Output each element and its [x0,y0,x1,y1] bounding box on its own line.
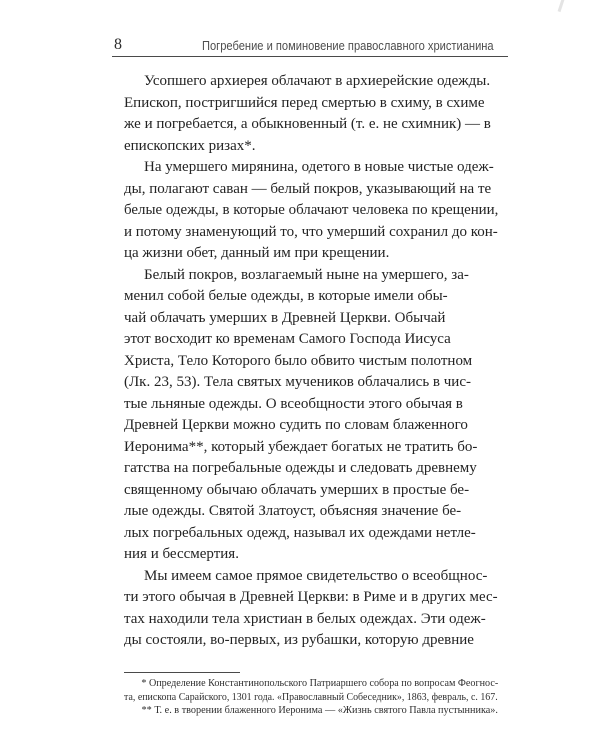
paragraph [124,566,498,652]
footnotes [124,677,498,718]
running-head: Погребение и поминовение православного христианина [202,39,494,53]
body-line: же и погребается, а обыкновенный (т. е. не схимник) — в [124,116,491,132]
page-number: 8 [114,36,123,53]
body-line: Усопшего архиерея облачают в архиерейские одежды. [144,73,491,89]
paragraph [124,71,498,157]
body-line: На умершего мирянина, одетого в новые чистые одеж- [144,159,494,175]
body-line: лых погребальных одежд, называл их одеждами нетле- [124,524,476,541]
body-line: Белый покров, возлагаемый ныне на умершего, за- [144,266,469,283]
body-line: этот восходит ко временам Самого Господа Иисуса [124,331,451,347]
body-line: тах находили тела христиан в белых одеждах. Эти одеж- [124,610,486,627]
body-line: и потому знаменующий то, что умерший сохранил до кон- [124,223,498,240]
body-line: Христа, Тело Которого было обвито чистым полотном [124,352,473,369]
body-text [124,71,498,652]
body-line: лые одежды. Святой Златоуст, объясняя значение бе- [124,503,462,519]
header-rule [112,56,508,57]
body-line: (Лк. 23, 53). Тела святых мучеников облачались в чис- [124,374,471,390]
body-line: ти этого обычая в Древней Церкви: в Риме и в других мес- [124,589,498,605]
body-line: ды состояли, во-первых, из рубашки, которую древние [124,632,474,648]
body-line: гатства на погребальные одежды и следовать древнему [124,460,477,476]
body-line: ды, полагают саван — белый покров, указывающий на те [124,180,492,197]
paragraph [124,704,498,718]
body-line: ца жизни обет, данный им при крещении. [124,245,390,261]
page-header [112,36,508,56]
body-line: епископских ризах*. [124,137,256,154]
body-line: Иеронима**, который убеждает богатых не тратить бо- [124,438,478,455]
body-line: белые одежды, в которые облачают человека по крещении, [124,202,499,218]
footnote-line: * Определение Константинопольского Патриаршего собора по вопросам Феогнос- [141,678,499,689]
paragraph [124,677,498,704]
paragraph [124,265,498,566]
footnote-line: ** Т. е. в творении блаженного Иеронима — «Жизнь святого Павла пустынника». [141,705,498,716]
body-line: чай облачать умерших в Древней Церкви. Обычай [124,309,446,326]
body-line: ния и бессмертия. [124,546,239,562]
body-line: Древней Церкви можно судить по словам блаженного [124,417,468,433]
footnote-rule [124,672,240,673]
body-line: менил собой белые одежды, в которые имели обы- [124,288,448,304]
scan-artifact [558,0,566,12]
paragraph [124,157,498,265]
body-line: Мы имеем самое прямое свидетельство о всеобщнос- [144,567,488,584]
body-line: Епископ, постригшийся перед смертью в схиму, в схиме [124,94,485,111]
body-line: священному обычаю облачать умерших в простые бе- [124,481,470,498]
footnote-line: та, епископа Сарайского, 1301 года. «Православный Собеседник», 1863, февраль, с. 167. [124,691,498,703]
body-line: тые льняные одежды. О всеобщности этого обычая в [124,395,463,412]
